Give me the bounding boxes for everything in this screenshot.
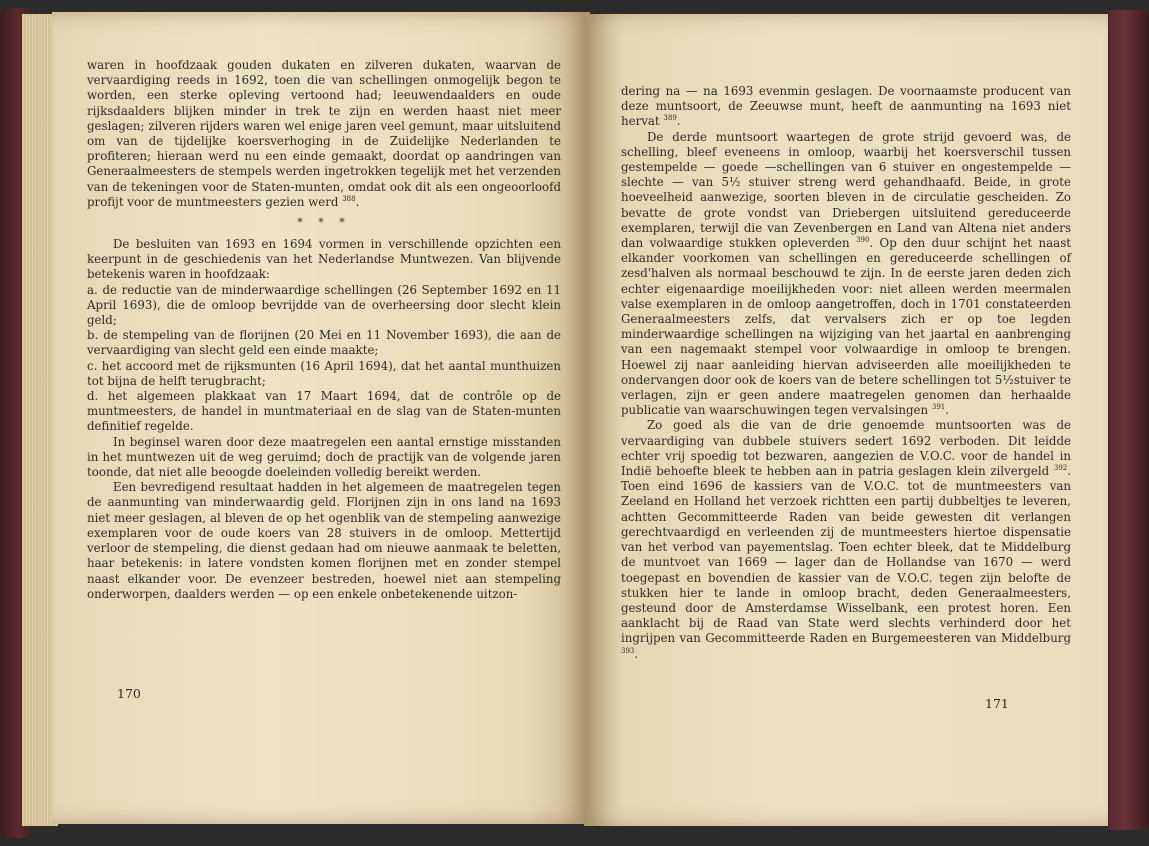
footnote-ref: 390 bbox=[856, 236, 870, 245]
paragraph: De besluiten van 1693 en 1694 vormen in verschillende opzichten een keerpunt in de geschiedenis van het Nederlandse Muntwezen. Van blijvende betekenis waren in hoofdzaak: bbox=[87, 237, 561, 282]
right-page-text bbox=[621, 84, 1071, 662]
list-item: c. het accoord met de rijksmunten (16 April 1694), dat het aantal munthuizen tot bijna de helft terugbracht; bbox=[87, 358, 561, 388]
list-item: b. de stempeling van de florijnen (20 Mei en 11 November 1693), die aan de vervaardiging van slecht geld een einde maakte; bbox=[87, 328, 561, 358]
list-item: d. het algemeen plakkaat van 17 Maart 1694, dat de contrôle op de muntmeesters, de handel in muntmateriaal en de slag van de Staten-munten definitief regelde. bbox=[87, 389, 561, 434]
footnote-ref: 391 bbox=[931, 403, 946, 412]
section-separator: * * * bbox=[297, 216, 351, 230]
paragraph: De derde muntsoort waartegen de grote strijd gevoerd was, de schelling, bleef eveneens in omloop, waarbij het koersverschil tussen gestempelde — goede —schellingen van 6 stuiver en ongestempelde — slechte — van 5½ stuiver streng werd gehandhaafd. Beide, in grote hoeveelheid aanwezige, soorten bleven in de circulatie gescheiden. Zo bevatte de grote vondst van Driebergen uitsluitend gereduceerde exemplaren, terwijl die van Zevenbergen en Land van Altena niet anders dan volwaardige stukken opleverden $^{390}$. Op den duur schijnt het naast elkander voorkomen van schellingen en gereduceerde schellingen of zesd'halven als normaal beschouwd te zijn. In de eerste jaren deden zich echter eigenaardige moeilijkheden voor: niet alleen werden meermalen valse exemplaren in de omloop aangetroffen, doch in 1701 constateerden Generaalmeesters zelfs, dat vervalsers zich er op toe legden minderwaardige schellingen na wijziging van het jaartal en aanbrenging van een nagemaakt stempel voor volwaardige in omloop te brengen. Hoewel zij naar aanleiding hiervan adviseerden alle moeilijkheden te ondervangen door ook de koers van de betere schellingen tot 5½stuiver te verlagen, zijn er geen andere maatregelen genomen dan herhaalde publicatie van waarschuwingen tegen vervalsingen $^{391}$. bbox=[621, 129, 1072, 418]
paragraph: Een bevredigend resultaat hadden in het algemeen de maatregelen tegen de aanmunting van minderwaardig geld. Florijnen zijn in ons land na 1693 niet meer geslagen, al bleven de op het ogenblik van de stempeling aanwezige exemplaren voor de oude koers van 28 stuivers in de omloop. Mettertijd verloor de stempeling, die dienst gedaan had om nieuwe aanmaak te beletten, haar betekenis: in latere vondsten komen florijnen met en zonder stempel naast elkander voor. De evenzeer bestreden, hoewel niet aan stempeling onderworpen, daalders werden — op een enkele onbetekenende uitzon- bbox=[87, 480, 561, 601]
footnote-ref: 392 bbox=[1053, 464, 1068, 473]
page-number: 171 bbox=[985, 696, 1009, 711]
footnote-ref: 393 bbox=[621, 646, 635, 655]
footnote-ref: 388 bbox=[342, 194, 356, 203]
page-number: 170 bbox=[117, 686, 141, 701]
left-page-text bbox=[87, 58, 561, 602]
list-item: a. de reductie van de minderwaardige schellingen (26 September 1692 en 11 April 1693), die de omloop bevrijdde van de overheersing door slecht klein geld; bbox=[87, 282, 561, 328]
book-cover-right bbox=[1109, 10, 1149, 830]
paragraph: dering na — na 1693 evenmin geslagen. De voornaamste producent van deze muntsoort, de Zeeuwse munt, heeft de aanmunting na 1693 niet hervat $^{389}$. bbox=[621, 84, 1071, 129]
footnote-ref: 389 bbox=[663, 114, 677, 123]
paragraph: Zo goed als die van de drie genoemde muntsoorten was de vervaardiging van dubbele stuivers sedert 1692 verboden. Dit leidde echter vrij spoedig tot bezwaren, aangezien de V.O.C. voor de handel in Indië behoefte bleek te hebben aan in patria geslagen klein zilvergeld $^{392}$. Toen eind 1696 de kassiers van de V.O.C. tot de muntmeesters van Zeeland en Holland het verzoek richtten een partij dubbeltjes te leveren, achtten Gecommitteerde Raden van beide gewesten dit verlangen gerechtvaardigd en verleenden zij de muntmeesters hiertoe dispensatie van het verbod van payementslag. Toen echter bleek, dat te Middelburg de muntvoet van 1669 — lager dan de Hollandse van 1670 — werd toegepast en bovendien de kassier van de V.O.C. tegen zijn belofte de stukken hier te lande in omloop bracht, deden Generaalmeesters, gesteund door de Amsterdamse Wisselbank, een protest horen. Een aanklacht bij de Raad van State werd slechts verhinderd door het ingrijpen van Gecommitteerde Raden en Burgemeesteren van Middelburg $^{393}$. bbox=[621, 418, 1072, 661]
paragraph: In beginsel waren door deze maatregelen een aantal ernstige misstanden in het muntwezen uit de weg geruimd; doch de practijk van de volgende jaren toonde, dat niet alle beoogde doeleinden volledig bereikt werden. bbox=[87, 434, 561, 480]
paragraph: waren in hoofdzaak gouden dukaten en zilveren dukaten, waarvan de vervaardiging reeds in 1692, toen die van schellingen onmogelijk begon te worden, een sterke opleving vertoond had; leeuwendaalders en oude rijksdaalders blijken minder in trek te zijn en werden haast niet meer geslagen; zilveren rijders waren wel enige jaren veel gemunt, maar uitsluitend om van de tijdelijke koersverhoging in de Zuidelijke Nederlanden te profiteren; hieraan werd nu een einde gemaakt, doordat op aandringen van Generaalmeesters de stempels werden ingetrokken tegelijk met het verzenden van de tekeningen voor de Staten-munten, omdat ook dit als een ongeoorloofd profijt voor de muntmeesters gezien werd $^{388}$. bbox=[87, 58, 561, 209]
